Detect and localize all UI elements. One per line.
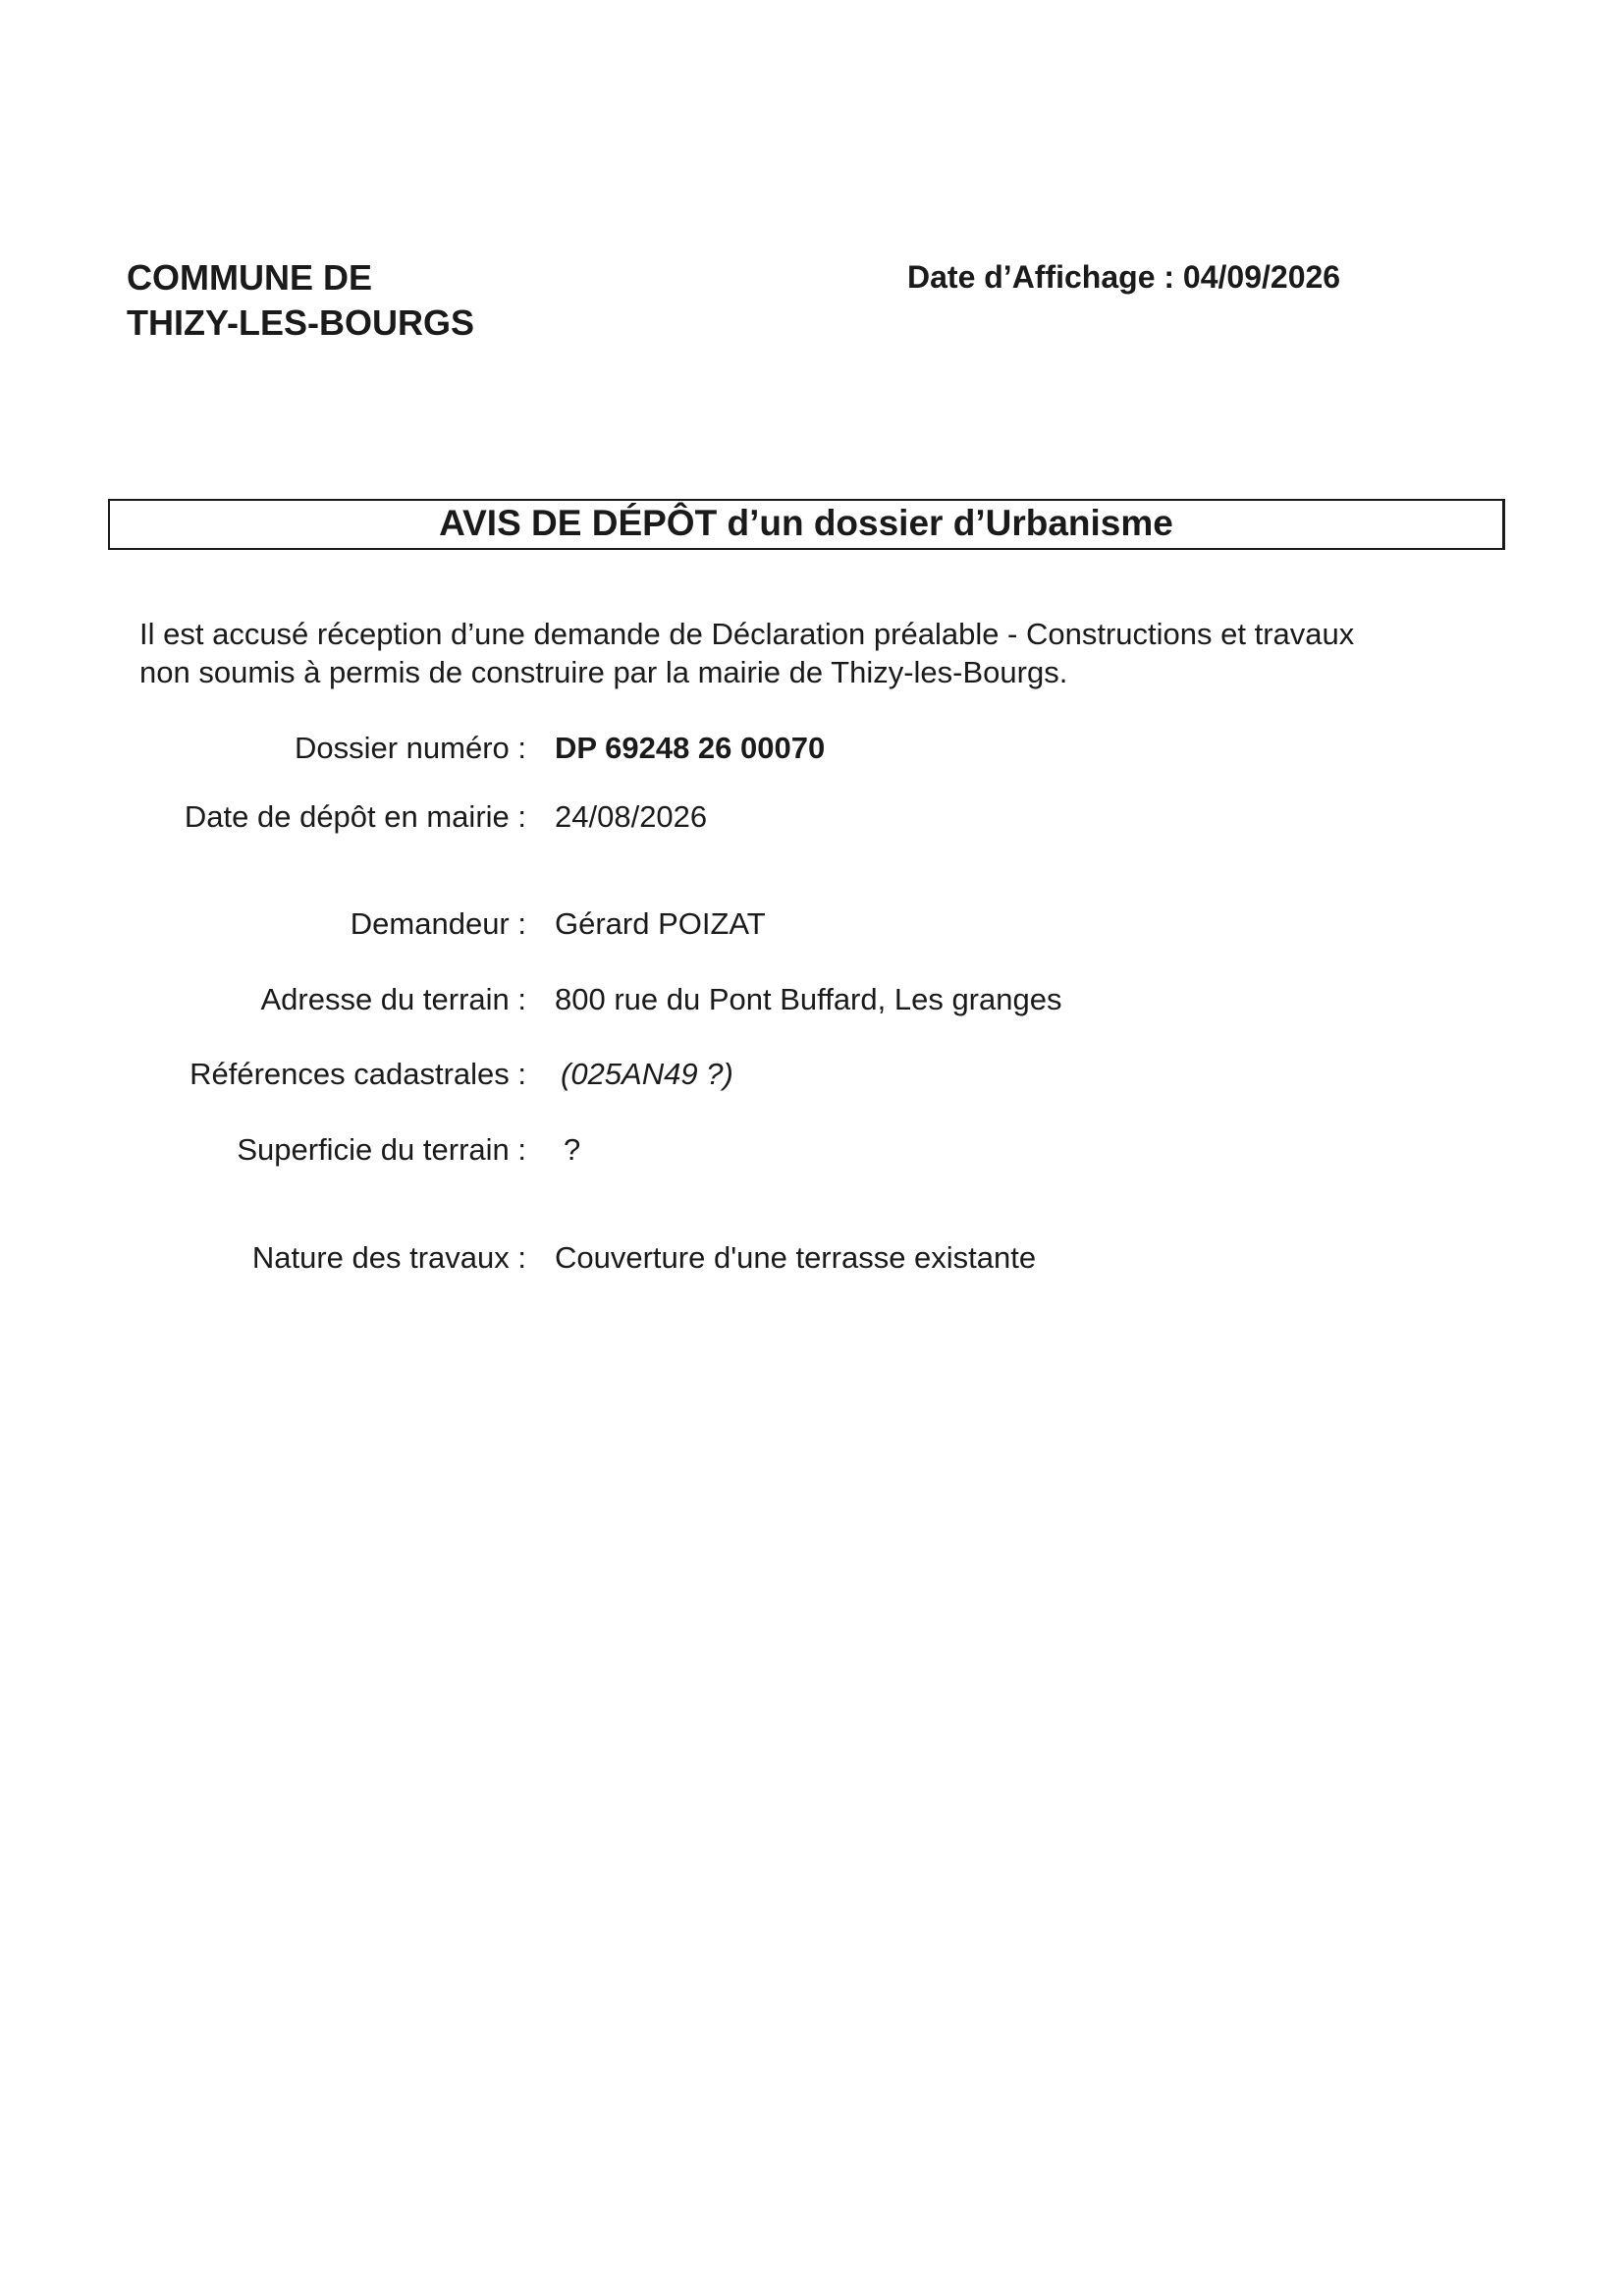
- field-label: Dossier numéro :: [294, 731, 526, 765]
- field-value: 800 rue du Pont Buffard, Les granges: [555, 982, 1062, 1016]
- posting-date: Date d’Affichage : 04/09/2026: [907, 259, 1341, 295]
- intro-line-1: Il est accusé réception d’une demande de Déclaration préalable - Constructions et travaux: [139, 617, 1355, 651]
- commune-name: [127, 255, 474, 346]
- notice-title: AVIS DE DÉPÔT d’un dossier d’Urbanisme: [439, 503, 1173, 543]
- field-label: Demandeur :: [350, 906, 526, 941]
- field-label: Références cadastrales :: [189, 1057, 526, 1091]
- field-value: Gérard POIZAT: [555, 906, 766, 941]
- field-value: 24/08/2026: [555, 799, 708, 834]
- intro-line-2: non soumis à permis de construire par la mairie de Thizy-les-Bourgs.: [139, 655, 1068, 689]
- field-label: Superficie du terrain :: [237, 1132, 526, 1167]
- field-value: ?: [564, 1132, 581, 1167]
- field-label: Adresse du terrain :: [260, 982, 526, 1016]
- field-land-area: [0, 1130, 1623, 1170]
- field-value: Couverture d'une terrasse existante: [555, 1240, 1037, 1275]
- field-works-nature: [0, 1238, 1623, 1278]
- field-deposit-date: [0, 797, 1623, 837]
- commune-line-1: COMMUNE DE: [127, 257, 372, 298]
- commune-line-2: THIZY-LES-BOURGS: [127, 302, 475, 343]
- field-cadastral-references: [0, 1055, 1623, 1094]
- field-applicant: [0, 904, 1623, 944]
- field-dossier-number: [0, 729, 1623, 768]
- notice-title-box: [108, 499, 1505, 550]
- field-value: (025AN49 ?): [561, 1057, 733, 1091]
- intro-paragraph: [139, 615, 1485, 691]
- field-label: Date de dépôt en mairie :: [184, 799, 526, 834]
- field-value: DP 69248 26 00070: [555, 731, 826, 765]
- field-land-address: [0, 980, 1623, 1019]
- field-label: Nature des travaux :: [251, 1240, 526, 1275]
